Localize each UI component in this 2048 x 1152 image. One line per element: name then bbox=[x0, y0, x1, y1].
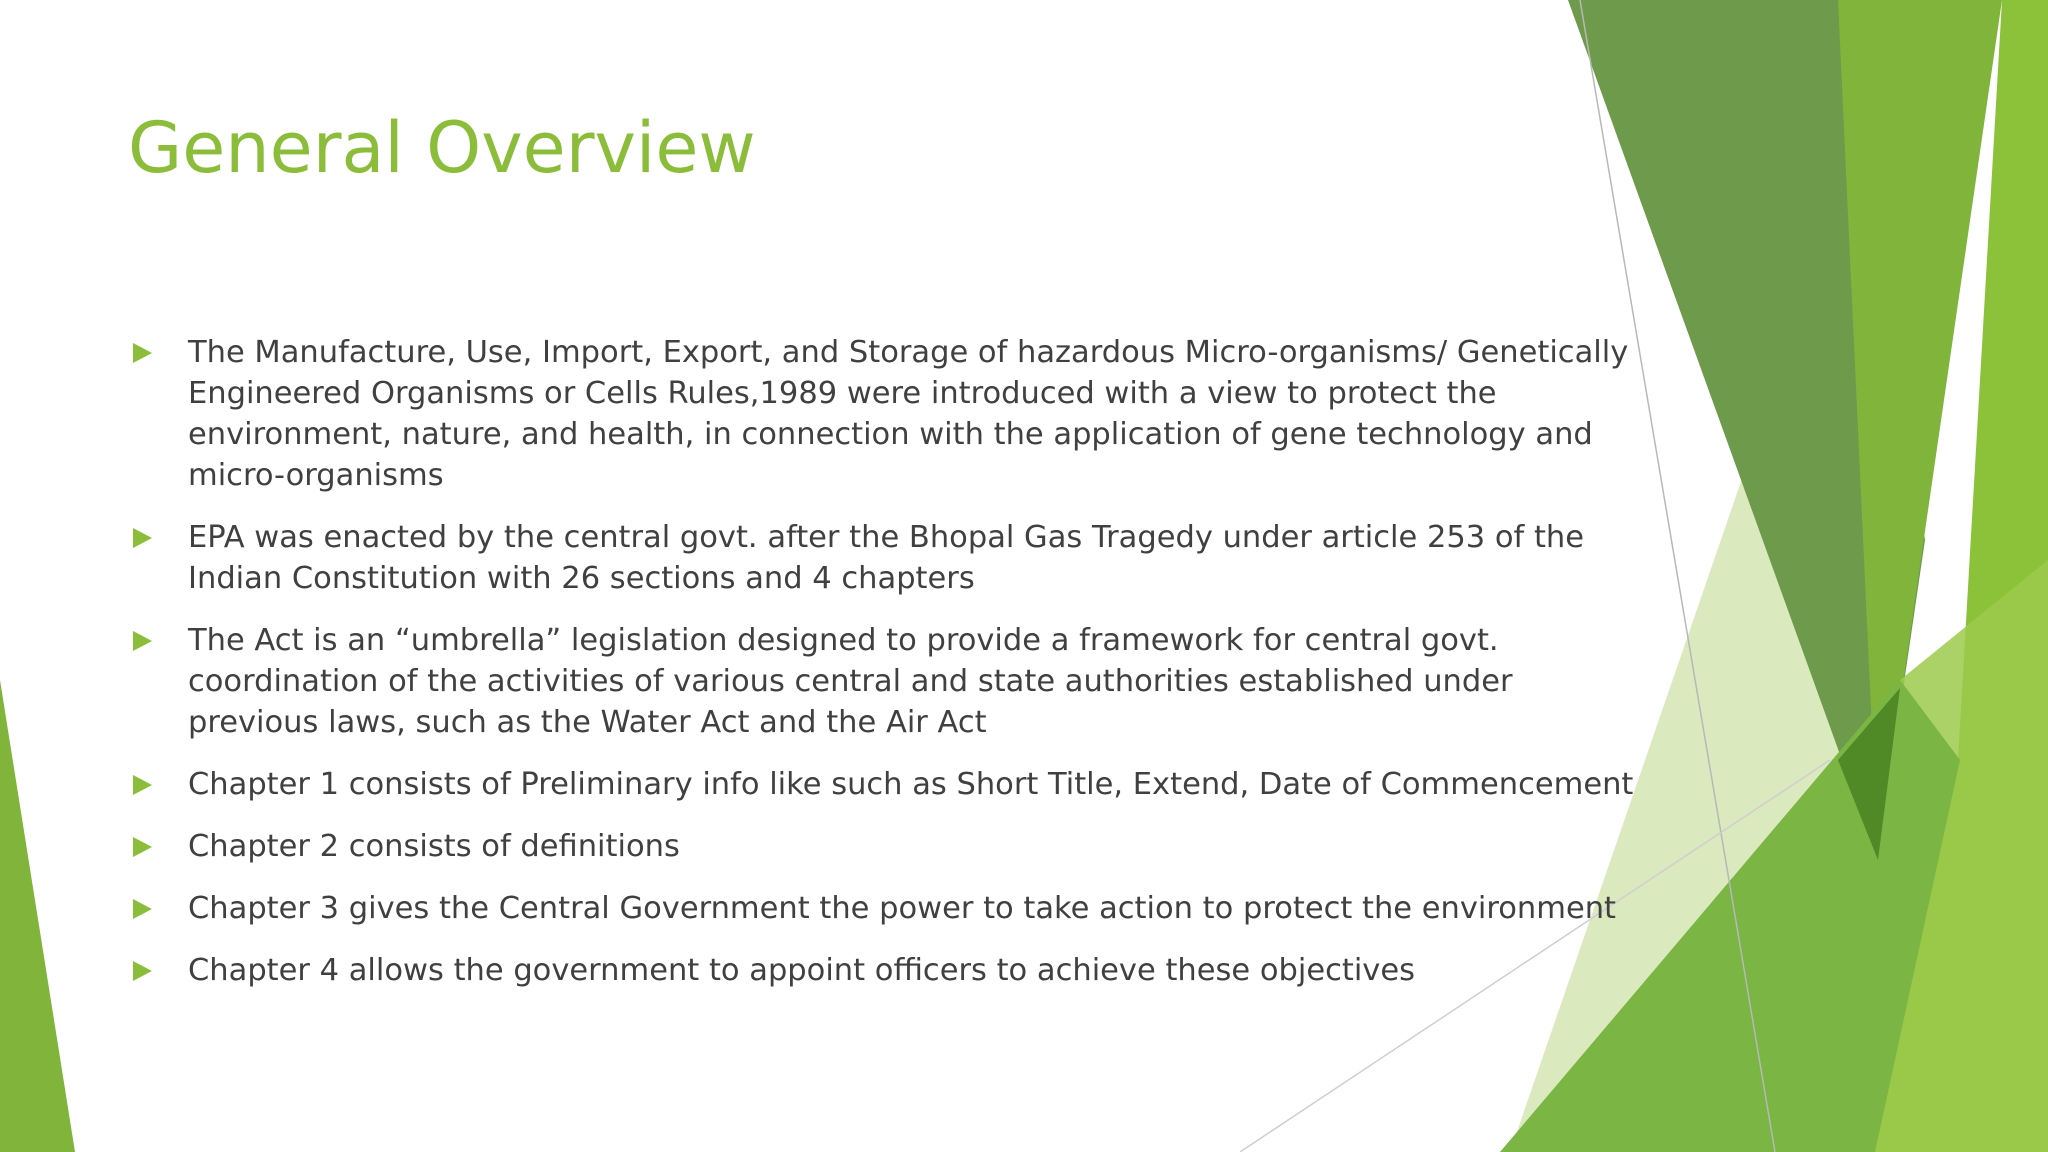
bullet-text-1: The Manufacture, Use, Import, Export, and Storage of hazardous Micro-organisms/ Genetically Engineered Organisms or Cells Rules,1989 were introduced with a view to protect the environment, nature, and health, in connection with the application of gene technology and micro-organisms bbox=[188, 335, 1629, 493]
bullet-item-5 bbox=[130, 826, 1650, 867]
triangle-right-icon bbox=[133, 528, 152, 548]
triangle-right-icon bbox=[133, 343, 152, 363]
triangle-right-icon bbox=[133, 631, 152, 651]
bullet-list bbox=[130, 332, 1650, 1012]
bullet-text-5: Chapter 2 consists of definitions bbox=[188, 829, 680, 864]
left-facet bbox=[0, 680, 75, 1152]
bullet-item-2 bbox=[130, 517, 1650, 599]
bullet-text-7: Chapter 4 allows the government to appoint officers to achieve these objectives bbox=[188, 953, 1416, 988]
bullet-text-6: Chapter 3 gives the Central Government the power to take action to protect the environment bbox=[188, 891, 1617, 926]
bullet-item-6 bbox=[130, 888, 1650, 929]
bullet-text-4: Chapter 1 consists of Preliminary info like such as Short Title, Extend, Date of Commencement bbox=[188, 767, 1634, 802]
bullet-text-2: EPA was enacted by the central govt. after the Bhopal Gas Tragedy under article 253 of the Indian Constitution with 26 sections and 4 chapters bbox=[188, 520, 1585, 596]
triangle-right-icon bbox=[133, 961, 152, 981]
bullet-text-3: The Act is an “umbrella” legislation designed to provide a framework for central govt. coordination of the activities of various central and state authorities established under previous laws, such as the Water Act and the Air Act bbox=[188, 623, 1513, 740]
triangle-right-icon bbox=[133, 899, 152, 919]
bullet-item-7 bbox=[130, 950, 1650, 991]
slide-title: General Overview bbox=[128, 107, 756, 189]
triangle-right-icon bbox=[133, 775, 152, 795]
bullet-item-1 bbox=[130, 332, 1650, 496]
triangle-right-icon bbox=[133, 837, 152, 857]
bullet-item-3 bbox=[130, 620, 1650, 743]
bullet-item-4 bbox=[130, 764, 1650, 805]
